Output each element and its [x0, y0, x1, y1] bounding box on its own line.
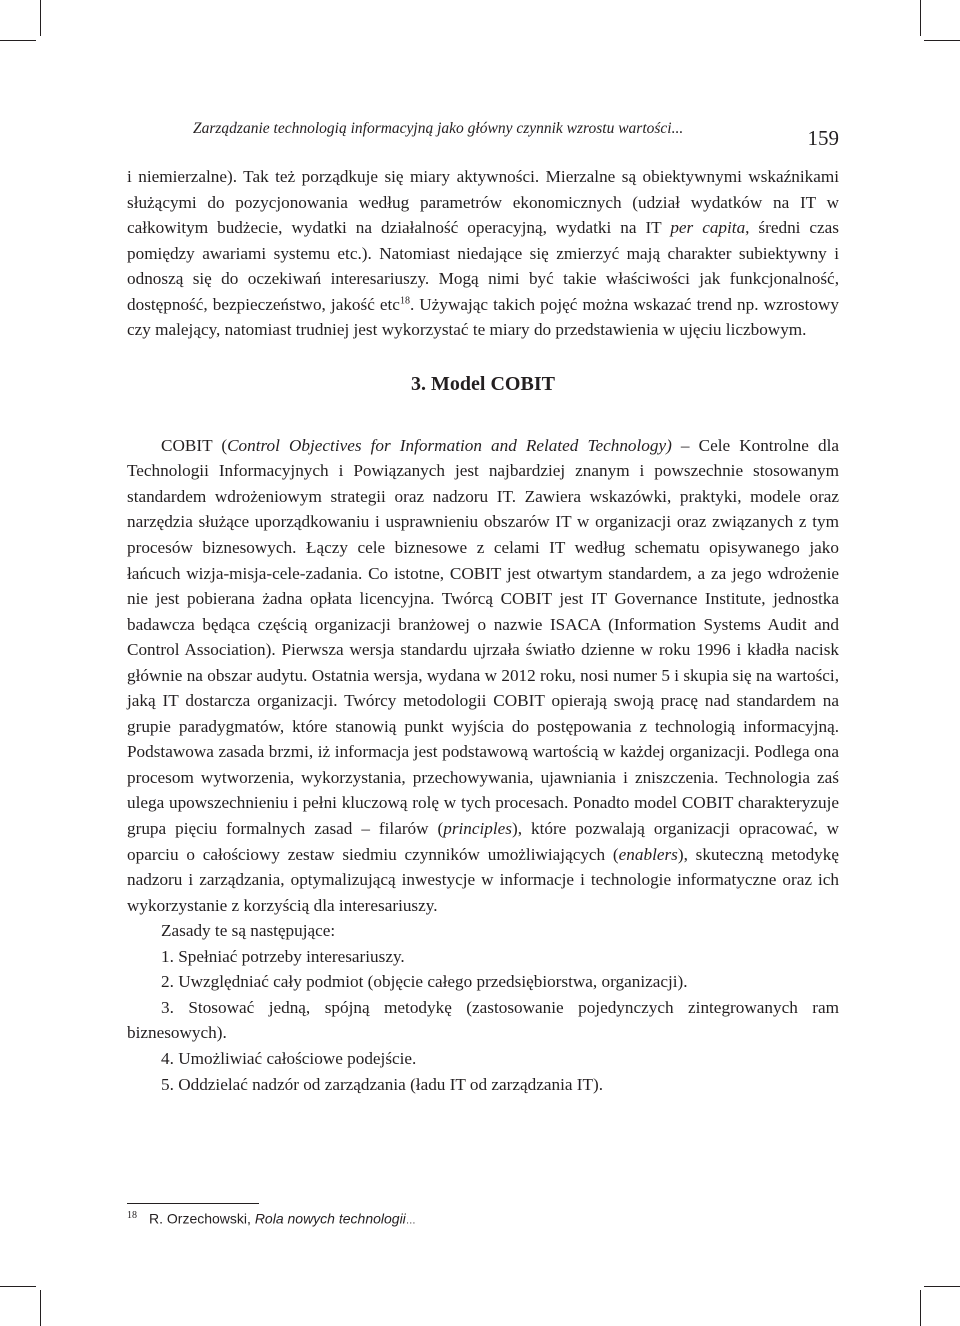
footnote-rule: [127, 1203, 259, 1204]
paragraph-cobit: COBIT (Control Objectives for Information and Related Technology) – Cele Kontrolne dla Technologii Informacyjnych i Powiązanych jest najbardziej znanym i powszechnie stosowanym standardem wdrożeniowym strategii oraz nadzoru IT. Zawiera wskazówki, praktyki, modele oraz narzędzia służące uporządkowaniu i usprawnieniu obszarów IT w organizacji oraz związanych z tym procesów biznesowych. Łączy cele biznesowe z celami IT według schematu opisywanego jako łańcuch wizja-misja-cele-zadania. Co istotne, COBIT jest otwartym standardem, a za jego wdrożenie nie jest pobierana żadna opłata licencyjna. Twórcą COBIT jest IT Governance Institute, jednostka badawcza będąca częścią organizacji branżowej o nazwie ISACA (Information Systems Audit and Control Association). Pierwsza wersja standardu ujrzała światło dzienne w roku 1996 i kładła nacisk głównie na obszar audytu. Ostatnia wersja, wydana w 2012 roku, nosi numer 5 i skupia się na wartości, jaką IT dostarcza organizacji. Twórcy metodologii COBIT opierają swoją pracę nad standardem na grupie paradygmatów, które stanowią punkt wyjścia do postępowania z technologią informacyjną. Podstawowa zasada brzmi, iż informacja jest podstawową wartością w każdej organizacji. Podlega ona procesom wytworzenia, wykorzystania, przechowywania, ujawniania i zniszczenia. Technologia zaś ulega upowszechnieniu i pełni kluczową rolę w tych procesach. Ponadto model COBIT charakteryzuje grupa pięciu formalnych zasad – filarów (principles), które pozwalają organizacji opracować, w oparciu o całościowy zestaw siedmiu czynników umożliwiających (enablers), skuteczną metodykę nadzoru i zarządzania, optymalizującą inwestycje w informacje i technologie informatyczne oraz ich wykorzystanie z korzyścią dla interesariuszy.: [127, 435, 839, 915]
crop-mark: [924, 40, 960, 41]
footnote: [127, 1206, 839, 1232]
footnote-title: Rola nowych technologii: [254, 1210, 406, 1227]
crop-mark: [920, 0, 921, 36]
list-item: 3. Stosować jedną, spójną metodykę (zastosowanie pojedynczych zintegrowanych ram biznesowych).: [127, 997, 839, 1043]
paragraph-measures: i niemierzalne). Tak też porządkuje się miary aktywności. Mierzalne są obiektywnymi wskaźnikami służącymi do pozycjonowania według parametrów ekonomicznych (udział wydatków na IT w całkowitym budżecie, wydatki na działalność operacyjną, wydatki na IT per capita, średni czas pomiędzy awariami systemu etc.). Natomiast niedające się zmierzyć mają charakter subiektywny i odnoszą się do oczekiwań interesariuszy. Mogą nimi być takie właściwości jak funkcjonalność, dostępność, bezpieczeństwo, jakość etc$^{18}$. Używając takich pojęć można wskazać trend np. wzrostowy czy malejący, natomiast trudniej jest wykorzystać te miary do przedstawienia w ujęciu liczbowym.: [127, 167, 839, 340]
section-heading: 3. Model COBIT: [411, 372, 555, 395]
crop-mark: [40, 1290, 41, 1326]
running-title: Zarządzanie technologią informacyjną jako główny czynnik wzrostu wartości...: [193, 120, 684, 137]
crop-mark: [0, 40, 36, 41]
footnote-ref: 18: [399, 295, 410, 306]
footnote-number: 18: [127, 1210, 137, 1221]
list-item: 1. Spełniać potrzeby interesariuszy.: [161, 946, 405, 966]
crop-mark: [0, 1286, 36, 1287]
list-item: 4. Umożliwiać całościowe podejście.: [161, 1048, 417, 1068]
footnote-author: R. Orzechowski,: [149, 1210, 255, 1227]
crop-mark: [40, 0, 41, 36]
list-item: 5. Oddzielać nadzór od zarządzania (ładu IT od zarządzania IT).: [161, 1074, 604, 1094]
list-intro: Zasady te są następujące:: [161, 921, 336, 941]
page-header: [127, 118, 839, 148]
page-number: 159: [807, 126, 839, 150]
page-body: [127, 164, 839, 1097]
crop-mark: [924, 1286, 960, 1287]
list-item: 2. Uwzględniać cały podmiot (objęcie całego przedsiębiorstwa, organizacji).: [161, 972, 688, 992]
crop-mark: [920, 1290, 921, 1326]
footnote-ellipsis: …: [405, 1215, 416, 1227]
